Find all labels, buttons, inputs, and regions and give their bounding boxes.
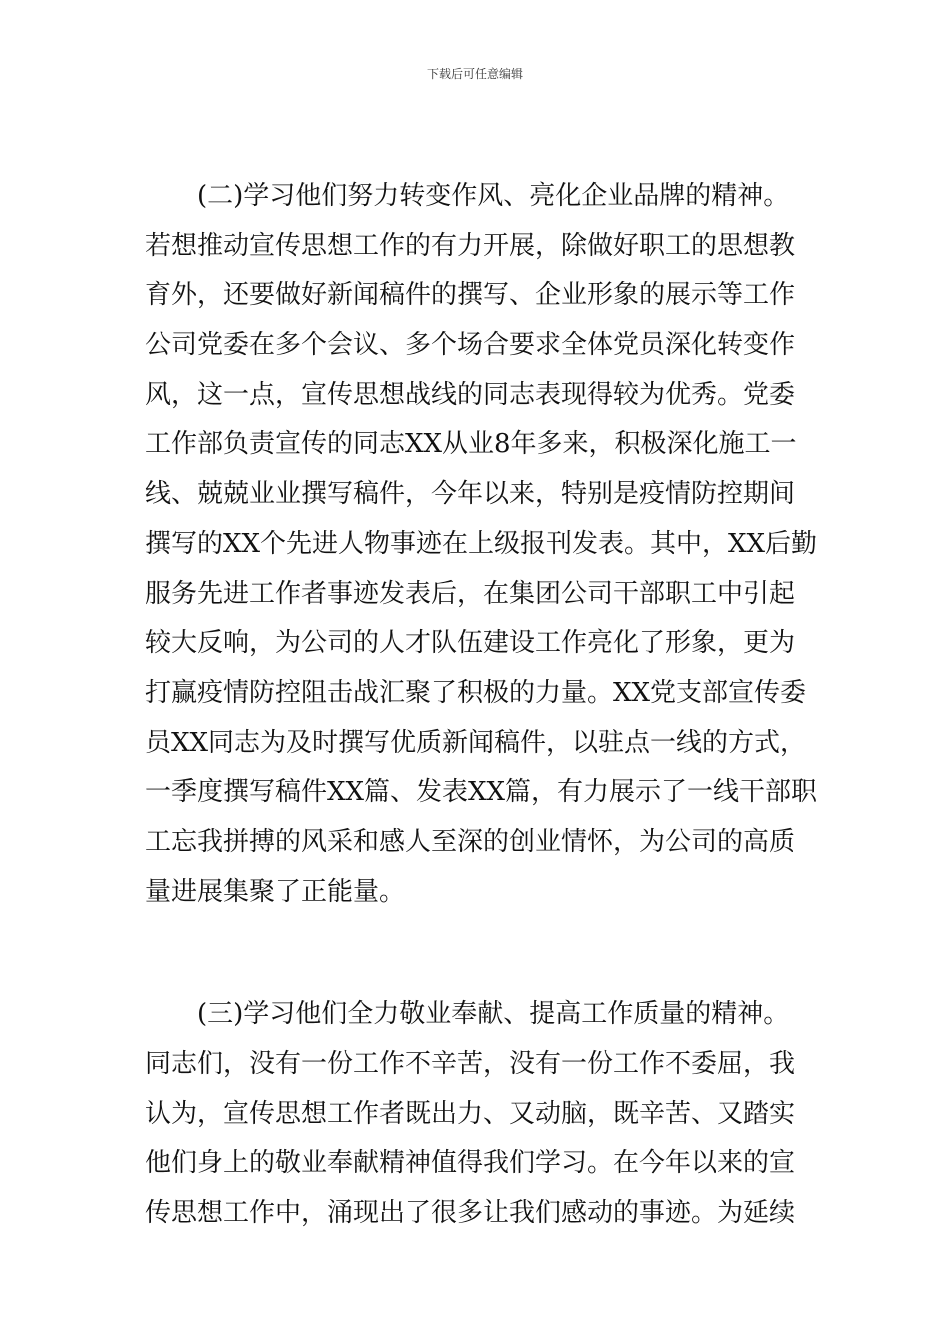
text-line: 工作部负责宣传的同志XX从业8年多来，积极深化施工一 (145, 429, 797, 460)
text-line: 他们身上的敬业奉献精神值得我们学习。在今年以来的宣 (145, 1148, 796, 1179)
text-line: (三)学习他们全力敬业奉献、提高工作质量的精神。 (197, 999, 790, 1030)
text-line: 撰写的XX个先进人物事迹在上级报刊发表。其中，XX后勤 (145, 528, 818, 559)
text-line: 量进展集聚了正能量。 (145, 876, 406, 907)
document-body (145, 172, 818, 1239)
page-header: 下载后可任意编辑 (426, 67, 523, 81)
text-line: 打赢疫情防控阻击战汇聚了积极的力量。XX党支部宣传委 (145, 677, 807, 708)
paragraph (145, 990, 810, 1238)
text-line: 若想推动宣传思想工作的有力开展，除做好职工的思想教 (145, 230, 796, 261)
text-line: 同志们，没有一份工作不辛苦，没有一份工作不委屈，我 (145, 1049, 796, 1079)
text-line: 一季度撰写稿件XX篇、发表XX篇，有力展示了一线干部职 (145, 777, 818, 808)
text-line: 服务先进工作者事迹发表后，在集团公司干部职工中引起 (145, 578, 796, 609)
text-line: 公司党委在多个会议、多个场合要求全体党员深化转变作 (145, 330, 796, 361)
text-line: 员XX同志为及时撰写优质新闻稿件，以驻点一线的方式， (145, 727, 807, 758)
text-line: 风，这一点，宣传思想战线的同志表现得较为优秀。党委 (145, 379, 796, 410)
text-line: 工忘我拼搏的风采和感人至深的创业情怀，为公司的高质 (145, 826, 796, 857)
text-line: (二)学习他们努力转变作风、亮化企业品牌的精神。 (197, 181, 790, 211)
paragraph-gap (145, 917, 810, 990)
paragraph (145, 172, 818, 917)
text-line: 较大反响，为公司的人才队伍建设工作亮化了形象，更为 (145, 628, 796, 659)
text-line: 认为，宣传思想工作者既出力、又动脑，既辛苦、又踏实 (145, 1098, 796, 1129)
text-line: 线、兢兢业业撰写稿件，今年以来，特别是疫情防控期间 (145, 479, 796, 510)
text-line: 传思想工作中，涌现出了很多让我们感动的事迹。为延续 (145, 1198, 796, 1229)
text-line: 育外，还要做好新闻稿件的撰写、企业形象的展示等工作 (145, 280, 796, 311)
